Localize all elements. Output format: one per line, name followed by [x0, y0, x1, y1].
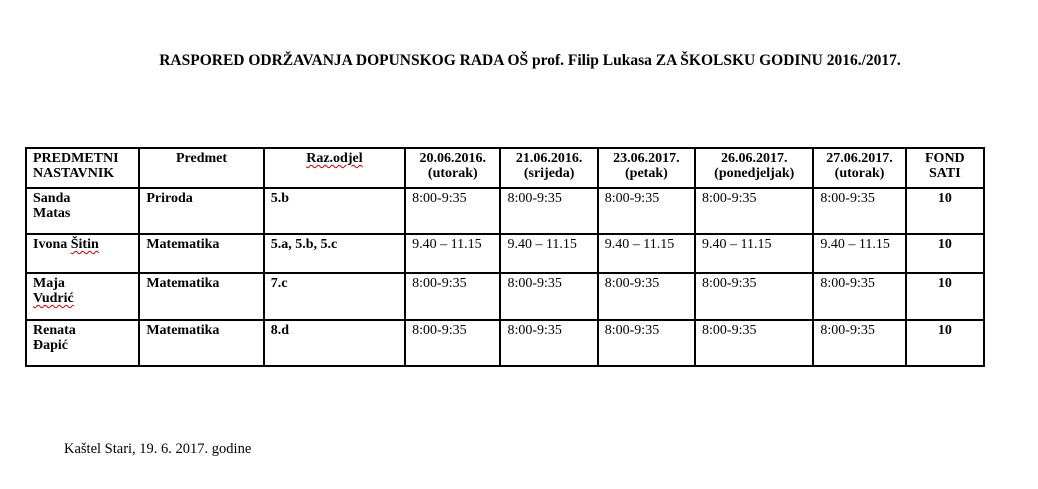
class-cell: 5.a, 5.b, 5.c — [264, 234, 405, 273]
time-cell: 8:00-9:35 — [405, 188, 500, 234]
table-row — [26, 273, 984, 320]
time-cell: 8:00-9:35 — [598, 320, 695, 366]
table-row — [26, 188, 984, 234]
subject-cell: Matematika — [139, 320, 263, 366]
time-cell: 8:00-9:35 — [813, 320, 905, 366]
time-cell: 8:00-9:35 — [813, 188, 905, 234]
time-cell: 8:00-9:35 — [695, 320, 813, 366]
teacher-name: Maja Vudrić — [26, 273, 139, 320]
time-cell: 9.40 – 11.15 — [500, 234, 597, 273]
teacher-name: Renata Đapić — [26, 320, 139, 366]
time-cell: 9.40 – 11.15 — [695, 234, 813, 273]
fond-cell: 10 — [906, 188, 984, 234]
class-cell: 7.c — [264, 273, 405, 320]
time-cell: 9.40 – 11.15 — [405, 234, 500, 273]
header-date-5: 27.06.2017. (utorak) — [813, 148, 905, 188]
fond-cell: 10 — [906, 273, 984, 320]
time-cell: 8:00-9:35 — [500, 188, 597, 234]
time-cell: 8:00-9:35 — [813, 273, 905, 320]
fond-cell: 10 — [906, 320, 984, 366]
header-teacher: PREDMETNI NASTAVNIK — [26, 148, 139, 188]
document-footer: Kaštel Stari, 19. 6. 2017. godine — [64, 441, 252, 457]
time-cell: 8:00-9:35 — [695, 188, 813, 234]
time-cell: 8:00-9:35 — [405, 273, 500, 320]
fond-cell: 10 — [906, 234, 984, 273]
time-cell: 8:00-9:35 — [405, 320, 500, 366]
class-cell: 8.d — [264, 320, 405, 366]
class-cell: 5.b — [264, 188, 405, 234]
teacher-name: Ivona Šitin — [26, 234, 139, 273]
subject-cell: Matematika — [139, 273, 263, 320]
time-cell: 8:00-9:35 — [695, 273, 813, 320]
table-row — [26, 234, 984, 273]
subject-cell: Priroda — [139, 188, 263, 234]
time-cell: 8:00-9:35 — [500, 273, 597, 320]
header-fond-sati: FOND SATI — [906, 148, 984, 188]
header-date-4: 26.06.2017. (ponedjeljak) — [695, 148, 813, 188]
time-cell: 9.40 – 11.15 — [813, 234, 905, 273]
time-cell: 8:00-9:35 — [598, 273, 695, 320]
time-cell: 8:00-9:35 — [500, 320, 597, 366]
teacher-name: Sanda Matas — [26, 188, 139, 234]
time-cell: 8:00-9:35 — [598, 188, 695, 234]
table-row — [26, 320, 984, 366]
header-date-1: 20.06.2016. (utorak) — [405, 148, 500, 188]
header-subject: Predmet — [139, 148, 263, 188]
time-cell: 9.40 – 11.15 — [598, 234, 695, 273]
subject-cell: Matematika — [139, 234, 263, 273]
schedule-table — [25, 147, 985, 367]
document-title: RASPORED ODRŽAVANJA DOPUNSKOG RADA OŠ prof. Filip Lukasa ZA ŠKOLSKU GODINU 2016./2017. — [159, 52, 901, 69]
table-header-row — [26, 148, 984, 188]
header-date-2: 21.06.2016. (srijeda) — [500, 148, 597, 188]
header-date-3: 23.06.2017. (petak) — [598, 148, 695, 188]
header-class: Raz.odjel — [264, 148, 405, 188]
